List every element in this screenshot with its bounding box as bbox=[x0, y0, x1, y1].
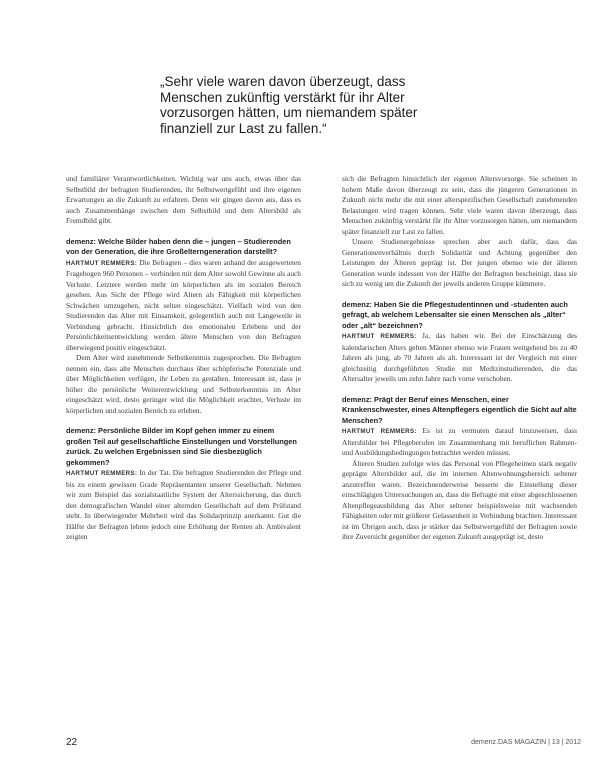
paragraph: Dem Alter wird zunehmende Selbstkenntnis zugesprochen. Die Befragten nennen ein, dass alte Menschen durchaus über schöpferische Potenziale und über Möglichkeiten verfügen, ihr Leben zu gestalten. Interessant ist, dass je höher die persönliche Weiterentwicklung und Selbsterkenntnis im Alter eingeschätzt wird, desto geringer wird die Möglichkeit erachtet, Verluste im körperlichen und sozialen Bereich zu erleben. bbox=[66, 353, 301, 415]
answer-text: In der Tat. Die befragten Studierenden der Pflege und bis zu einem gewissen Grade Repräsentanten unserer Gesellschaft. Nehmen wir zum Beispiel das sozialstaatliche System der Alterssicherung, das durch den demografischen Wandel einer alternden Gesellschaft auf dem Prüfstand steht. In überwiegender Mehrheit wird das Solidarprinzip anerkannt. Gut die Hälfte der Befragten lehnte jedoch eine Erhöhung der Renten ab. Ambivalent zeigten bbox=[66, 468, 301, 541]
paragraph: Unsere Studienergebnisse sprechen aber auch dafür, dass das Generationenverhältnis durch Solidarität und Achtung gegenüber den Leistungen der Älteren geprägt ist. Der jungen ebenso wie der älteren Generation wurde indessen von der Hälfte der Befragten bescheinigt, dass sie sich zu wenig um die Zukunft der jeweils anderen Gruppe kümmere. bbox=[342, 237, 577, 288]
answer-paragraph bbox=[342, 426, 577, 459]
answer-paragraph bbox=[66, 258, 301, 354]
interview-question: demenz: Welche Bilder haben denn die – jungen – Studierenden von der Generation, die ihre Großelterngeneration darstellt? bbox=[66, 236, 291, 256]
speaker-name: HARTMUT REMMERS: bbox=[66, 470, 138, 477]
answer-paragraph bbox=[342, 331, 577, 385]
speaker-name: HARTMUT REMMERS: bbox=[342, 333, 417, 340]
paragraph: sich die Befragten hinsichtlich der eigenen Altersvorsorge. Sie scheinen in hohem Maße davon überzeugt zu sein, dass die jüngeren Generationen in Zukunft nicht mehr die mit einer alterspezifischen Gesellschaft zunehmenden Belastungen wird tragen können. Sehr viele waren davon überzeugt, dass Menschen zukünftig verstärkt für ihr Alter vorzusorgen hätten, um niemandem später finanziell zur Last zu fallen. bbox=[342, 174, 577, 236]
publication-footer: demenz.DAS MAGAZIN | 13 | 2012 bbox=[471, 739, 581, 746]
page-number: 22 bbox=[66, 737, 78, 748]
right-column bbox=[342, 174, 577, 543]
paragraph: Älteren Studien zufolge wies das Personal von Pflegeheimen stark negativ geprägte Altersbilder auf, die im internen Altenwohnungsbereich seltener anzutreffen waren. Bezeichnenderweise besserte die Einstellung dieser einschlägigen Untersuchungen an, dass die Befragte mit einer abgeschlossenen Altenpflegeausbildung das Alter seltener beispielsweise mit wachsenden Fähigkeiten oder mit größerer Gelassenheit in Verbindung brachten. Interessant ist im Übrigen auch, dass je stärker das Selbstwertgefühl der Befragten sowie ihre Zuversicht gegenüber der eigenen Zukunft ausgeprägt ist, desto bbox=[342, 458, 577, 541]
interview-question: demenz: Haben Sie die Pflegestudentinnen und -studenten auch gefragt, ab welchem Lebensalter sie einen Menschen als „älter“ oder „alt“ bezeichnen? bbox=[342, 299, 568, 330]
left-column bbox=[66, 174, 301, 543]
interview-question: demenz: Persönliche Bilder im Kopf gehen immer zu einem großen Teil auf gesellschaftliche Einstellungen und Vorstellungen zurück. Zu welchen Ergebnissen sind Sie diesbezüglich gekommen? bbox=[66, 426, 297, 467]
answer-paragraph bbox=[66, 468, 301, 543]
answer-text: Die Befragten – dies waren anhand der ausgewerteten Fragebogen 960 Personen – verbinden mit dem Alter sowohl Gewinne als auch Verluste. Letztere werden mehr im körperlichen als im sozialen Bereich gesehen. Aus Sicht der Pflege wird Altern als Fähigkeit mit körperlichen Schwächen umzugehen, nicht selten eingeschätzt. Vielfach wird von den Studierenden das Alter mit Einsamkeit, gelegentlich auch mit Langeweile in Verbindung gebracht. Hinsichtlich des emotionalen Erlebens und der Persönlichkeitsentwicklung werden ältere Menschen von den Befragten überwiegend positiv eingeschätzt. bbox=[66, 257, 301, 352]
paragraph: und familiärer Verantwortlichkeiten. Wichtig war uns auch, etwas über das Selbstbild der befragten Studierenden, ihr Selbstwertgefühl und ihre eigenen Erwartungen an die Zukunft zu erfahren. Denn wir gingen davon aus, dass es auch Zusammenhänge zwischen dem Selbstbild und dem Altersbild als Fremdbild gibt. bbox=[66, 174, 301, 225]
speaker-name: HARTMUT REMMERS: bbox=[66, 259, 138, 267]
answer-text: Es ist zu vermuten darauf hinzuweisen, dass Altersbilder bei Pflegeberufen im Zusammenhang mit beruflichen Rahmen- und Ausbildungsbedingungen betrachtet werden müssen. bbox=[342, 426, 577, 457]
speaker-name: HARTMUT REMMERS: bbox=[342, 428, 417, 435]
interview-question: demenz: Prägt der Beruf eines Menschen, einer Krankenschwester, eines Altenpflegers eigentlich die Sicht auf alte Menschen? bbox=[342, 394, 577, 425]
pull-quote: „Sehr viele waren davon überzeugt, dass Menschen zukünftig verstärkt für ihr Alter vorzusorgen hätten, um niemandem später finanziell zur Last zu fallen.“ bbox=[160, 74, 418, 136]
answer-text: Ja, das haben wir. Bei der Einschätzung des kalendarischen Alters gelten Männer ebenso wie Frauen weitgehend bis zu 40 Jahren als jung, ab 70 Jahren als alt. Interessant ist der Vergleich mit einer gleichzeitig durchgeführten Studie mit Medizinstudierenden, die das Altersalter jeweils um zehn Jahre nach vorne verschoben. bbox=[342, 331, 577, 383]
